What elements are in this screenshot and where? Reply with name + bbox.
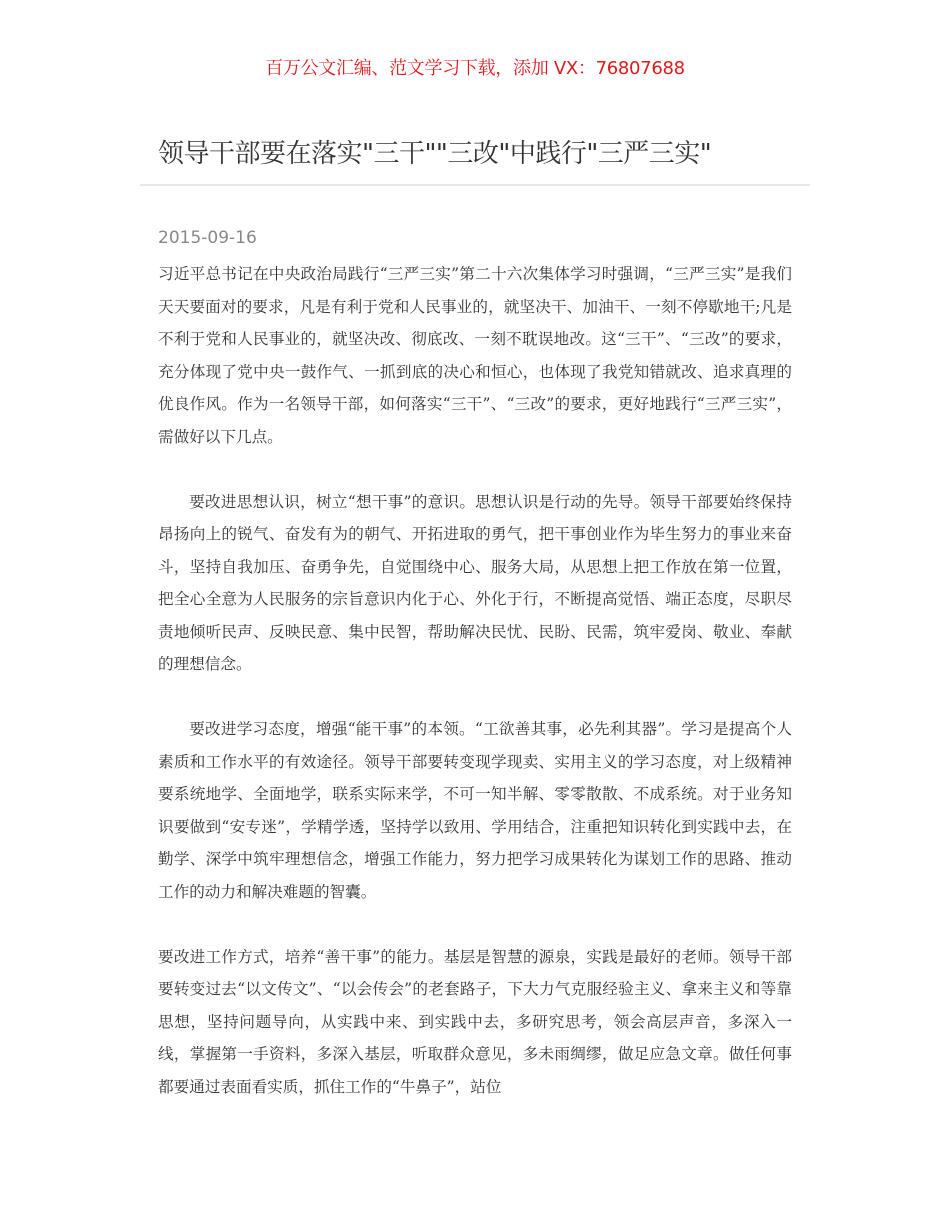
paragraph-thinking: 要改进思想认识，树立“想干事”的意识。思想认识是行动的先导。领导干部要始终保持昂扬向上的锐气、奋发有为的朝气、开拓进取的勇气，把干事创业作为毕生努力的事业来奋斗，坚持自我加压、奋勇争先，自觉围绕中心、服务大局，从思想上把工作放在第一位置，把全心全意为人民服务的宗旨意识内化于心、外化于行，不断提高觉悟、端正态度，尽职尽责地倾听民声、反映民意、集中民智，帮助解决民忧、民盼、民需，筑牢爱岗、敬业、奉献的理想信念。 xyxy=(158,492,792,673)
title-divider xyxy=(140,184,810,186)
paragraph-learning: 要改进学习态度，增强“能干事”的本领。“工欲善其事，必先利其器”。学习是提高个人素质和工作水平的有效途径。领导干部要转变现学现卖、实用主义的学习态度，对上级精神要系统地学、全面地学，联系实际来学，不可一知半解、零零散散、不成系统。对于业务知识要做到“安专迷”，学精学透，坚持学以致用、学用结合，注重把知识转化到实践中去，在勤学、深学中筑牢理想信念，增强工作能力，努力把学习成果转化为谋划工作的思路、推动工作的动力和解决难题的智囊。 xyxy=(158,720,792,901)
publish-date: 2015-09-16 xyxy=(158,228,257,248)
article-title: 领导干部要在落实"三干""三改"中践行"三严三实" xyxy=(158,139,712,169)
download-notice: 百万公文汇编、范文学习下载，添加 VX：76807688 xyxy=(265,58,685,79)
paragraph-intro: 习近平总书记在中央政治局践行“三严三实”第二十六次集体学习时强调，“三严三实”是我们天天要面对的要求，凡是有利于党和人民事业的，就坚决干、加油干、一刻不停歇地干;凡是不利于党和人民事业的，就坚决改、彻底改、一刻不耽误地改。这“三干”、“三改”的要求，充分体现了党中央一鼓作气、一抓到底的决心和恒心，也体现了我党知错就改、追求真理的优良作风。作为一名领导干部，如何落实“三干”、“三改”的要求，更好地践行“三严三实”，需做好以下几点。 xyxy=(158,265,792,446)
paragraph-working: 要改进工作方式，培养“善干事”的能力。基层是智慧的源泉，实践是最好的老师。领导干部要转变过去“以文传文”、“以会传会”的老套路子，下大力气克服经验主义、拿来主义和等靠思想，坚持问题导向，从实践中来、到实践中去，多研究思考，领会高层声音，多深入一线，掌握第一手资料，多深入基层，听取群众意见，多未雨绸缪，做足应急文章。做任何事都要通过表面看实质，抓住工作的“牛鼻子”，站位 xyxy=(158,947,792,1096)
article-body xyxy=(158,258,792,1136)
